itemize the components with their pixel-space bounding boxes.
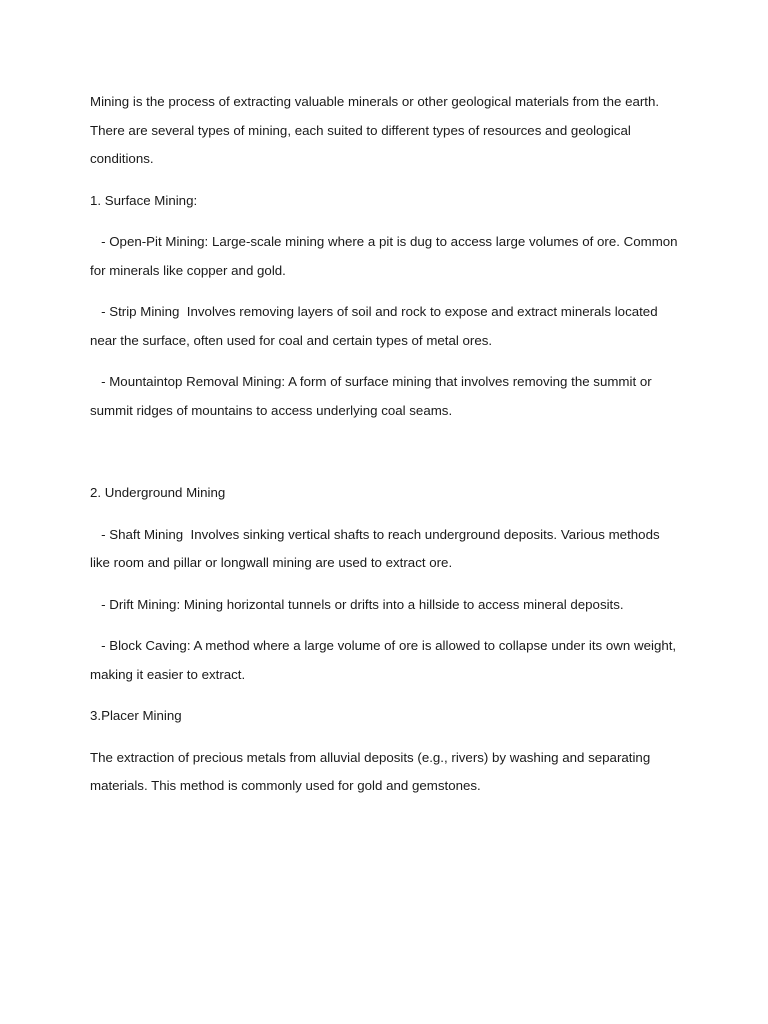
blank-line	[90, 438, 682, 479]
item-block-caving: - Block Caving: A method where a large volume of ore is allowed to collapse under its own weight, making it easier to extract.	[90, 638, 680, 682]
intro-paragraph: Mining is the process of extracting valuable minerals or other geological materials from the earth. There are several types of mining, each suited to different types of resources and geological conditions.	[90, 94, 663, 166]
item-drift-mining: - Drift Mining: Mining horizontal tunnels or drifts into a hillside to access mineral deposits.	[90, 596, 624, 612]
item-strip-mining: - Strip Mining Involves removing layers of soil and rock to expose and extract minerals located near the surface, often used for coal and certain types of metal ores.	[90, 304, 662, 348]
item-mountaintop-removal-mining: - Mountaintop Removal Mining: A form of surface mining that involves removing the summit or summit ridges of mountains to access underlying coal seams.	[90, 374, 656, 418]
heading-underground-mining: 2. Underground Mining	[90, 485, 226, 500]
item-shaft-mining: - Shaft Mining Involves sinking vertical shafts to reach underground deposits. Various methods like room and pillar or longwall mining are used to extract ore.	[90, 526, 664, 570]
heading-placer-mining: 3.Placer Mining	[90, 708, 182, 723]
item-open-pit-mining: - Open-Pit Mining: Large-scale mining where a pit is dug to access large volumes of ore. Common for minerals like copper and gold.	[90, 234, 682, 278]
placer-mining-paragraph: The extraction of precious metals from alluvial deposits (e.g., rivers) by washing and separating materials. This method is commonly used for gold and gemstones.	[90, 749, 654, 793]
heading-surface-mining: 1. Surface Mining:	[90, 192, 198, 208]
document-page	[90, 88, 682, 814]
